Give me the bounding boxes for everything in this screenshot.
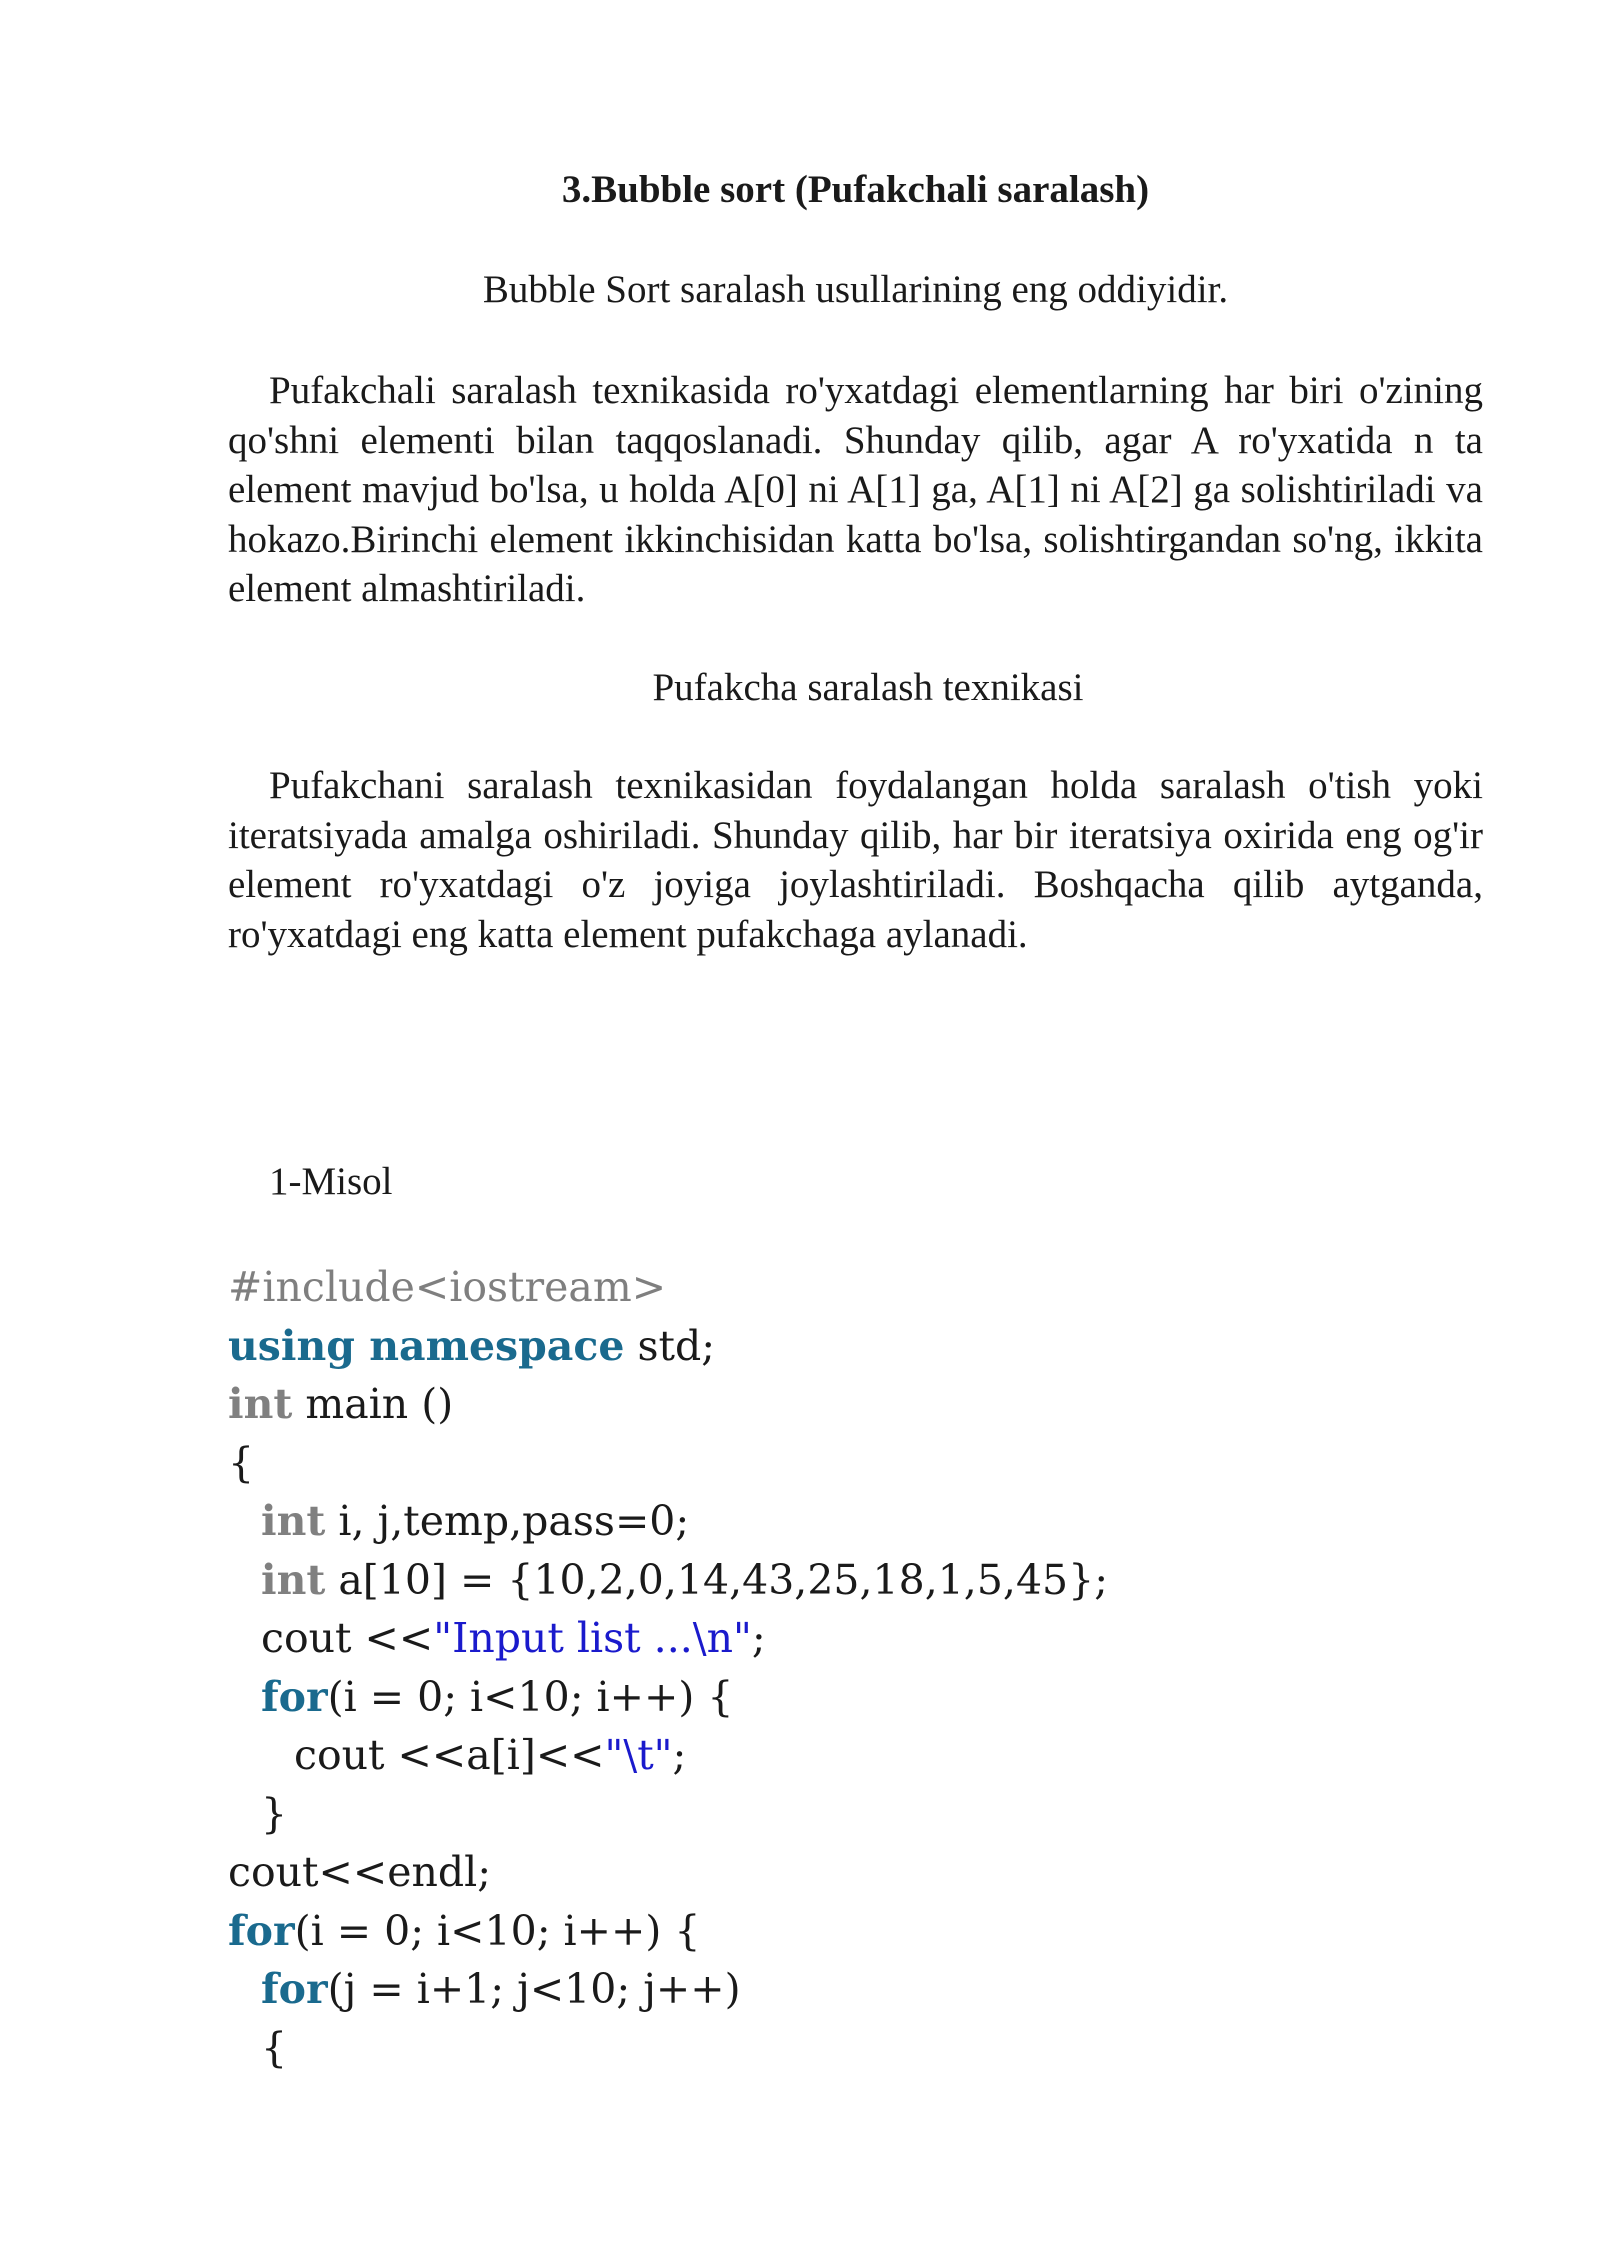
- example-label: 1-Misol: [269, 1160, 393, 1203]
- code-line: [228, 1492, 1483, 1551]
- code-line: [228, 1375, 1483, 1434]
- code-line: [228, 1843, 1483, 1902]
- code-text: std;: [624, 1321, 716, 1370]
- code-line: [228, 1960, 1483, 2019]
- code-keyword: using namespace: [228, 1321, 625, 1370]
- code-line: [228, 1551, 1483, 1610]
- code-text: main (): [292, 1380, 454, 1428]
- code-block: [228, 1258, 1483, 2077]
- code-line: [228, 1317, 1483, 1376]
- code-type: int: [261, 1555, 326, 1604]
- code-line: [228, 1609, 1483, 1668]
- code-keyword: for: [261, 1965, 328, 2013]
- code-text: cout <<a[i]<<: [294, 1731, 605, 1779]
- code-text: (i = 0; i<10; i++) {: [294, 1906, 701, 1955]
- code-keyword: for: [228, 1906, 295, 1955]
- document-title: 3.Bubble sort (Pufakchali saralash): [561, 168, 1150, 211]
- code-text: {: [261, 2023, 288, 2072]
- code-keyword: for: [261, 1672, 328, 1721]
- code-text: ;: [672, 1731, 687, 1779]
- code-text: cout <<: [261, 1614, 434, 1662]
- code-line: [228, 1668, 1483, 1727]
- code-text: cout<<endl;: [228, 1848, 492, 1896]
- code-text: a[10] = {10,2,0,14,43,25,18,1,5,45};: [325, 1555, 1109, 1604]
- code-line: [228, 1902, 1483, 1961]
- code-line: [228, 2019, 1483, 2078]
- paragraph-technique: Pufakchani saralash texnikasidan foydalangan holda saralash o'tish yoki iteratsiyada amalga oshiriladi. Shunday qilib, har bir iteratsiya oxirida eng og'ir element ro'yxatdagi o'z joyiga joylashtiriladi. Boshqacha qilib aytganda, ro'yxatdagi eng katta element pufakchaga aylanadi.: [228, 764, 1483, 956]
- code-string: "\t": [604, 1731, 673, 1779]
- document-subtitle: Bubble Sort saralash usullarining eng oddiyidir.: [482, 268, 1229, 311]
- code-text: i, j,temp,pass=0;: [325, 1497, 690, 1545]
- section-caption: Pufakcha saralash texnikasi: [652, 666, 1084, 709]
- code-string: "Input list ...\n": [433, 1614, 752, 1662]
- code-line: [228, 1258, 1483, 1317]
- paragraph-intro: Pufakchali saralash texnikasida ro'yxatdagi elementlarning har biri o'zining qo'shni elementi bilan taqqoslanadi. Shunday qilib, agar A ro'yxatida n ta element mavjud bo'lsa, u holda A[0] ni A[1] ga, A[1] ni A[2] ga solishtiriladi va hokazo.Birinchi element ikkinchisidan katta bo'lsa, solishtirgandan so'ng, ikkita element almashtiriladi.: [228, 369, 1483, 610]
- code-text: }: [261, 1789, 288, 1838]
- code-text: {: [228, 1438, 255, 1487]
- code-preprocessor: #include<iostream>: [228, 1263, 667, 1311]
- code-text: (i = 0; i<10; i++) {: [327, 1672, 734, 1721]
- code-line: [228, 1434, 1483, 1493]
- code-line: [228, 1785, 1483, 1844]
- code-type: int: [228, 1380, 293, 1428]
- code-text: ;: [751, 1614, 766, 1662]
- code-type: int: [261, 1497, 326, 1545]
- code-text: (j = i+1; j<10; j++): [327, 1965, 741, 2013]
- code-line: [228, 1726, 1483, 1785]
